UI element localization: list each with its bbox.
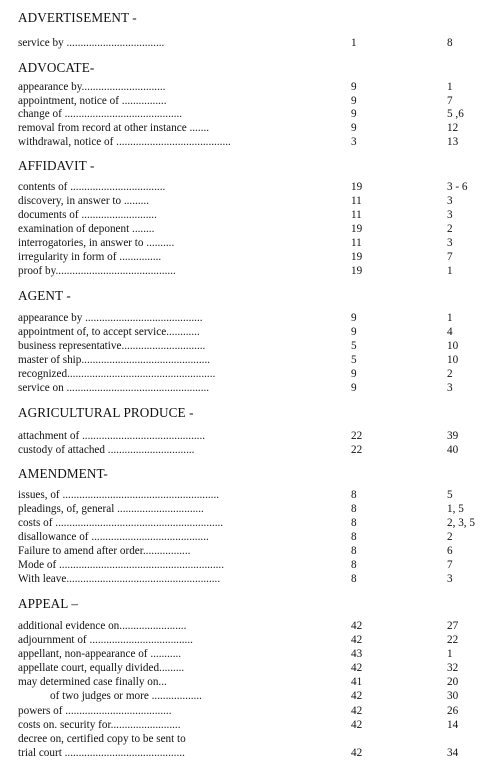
index-entry <box>0 719 489 732</box>
paragraph-number: 10 <box>447 354 459 366</box>
chapter-number: 9 <box>351 95 357 107</box>
section-heading: AGRICULTURAL PRODUCE - <box>18 405 194 420</box>
entry-label: appellate court, equally divided......... <box>18 662 185 674</box>
chapter-number: 11 <box>351 195 362 207</box>
index-entry <box>0 81 489 94</box>
paragraph-number: 2 <box>447 531 453 543</box>
entry-label: business representative.............................. <box>18 340 206 352</box>
entry-label: appointment of, to accept service............ <box>18 326 200 338</box>
paragraph-number: 7 <box>447 559 453 571</box>
entry-label: costs on. security for......................... <box>18 719 181 731</box>
chapter-number: 19 <box>351 251 363 263</box>
entry-label: examination of deponent ........ <box>18 223 155 235</box>
chapter-number: 42 <box>351 620 363 632</box>
index-entry <box>0 136 489 149</box>
paragraph-number: 20 <box>447 676 459 688</box>
entry-label: service on ................................................... <box>18 382 210 394</box>
chapter-number: 9 <box>351 382 357 394</box>
chapter-number: 42 <box>351 634 363 646</box>
paragraph-number: 2 <box>447 223 453 235</box>
index-entry <box>0 312 489 325</box>
entry-label: disallowance of .......................................... <box>18 531 209 543</box>
chapter-number: 9 <box>351 122 357 134</box>
paragraph-number: 26 <box>447 705 459 717</box>
paragraph-number: 5 <box>447 489 453 501</box>
index-entry <box>0 108 489 121</box>
entry-label: withdrawal, notice of ......................................... <box>18 136 231 148</box>
chapter-number: 5 <box>351 354 357 366</box>
entry-label: Failure to amend after order................. <box>18 545 191 557</box>
entry-label: additional evidence on........................ <box>18 620 187 632</box>
chapter-number: 3 <box>351 136 357 148</box>
paragraph-number: 6 <box>447 545 453 557</box>
chapter-number: 42 <box>351 662 363 674</box>
entry-label: attachment of ............................................ <box>18 430 206 442</box>
chapter-number: 5 <box>351 340 357 352</box>
section-heading: AGENT - <box>18 288 71 303</box>
entry-label: service by ................................... <box>18 37 165 49</box>
index-entry <box>0 705 489 718</box>
index-entry <box>0 326 489 339</box>
paragraph-number: 8 <box>447 37 453 49</box>
entry-label: Mode of ........................................................... <box>18 559 225 571</box>
paragraph-number: 3 <box>447 573 453 585</box>
paragraph-number: 3 <box>447 237 453 249</box>
paragraph-number: 5 ,6 <box>447 108 464 120</box>
entry-label: adjournment of ..................................... <box>18 634 193 646</box>
chapter-number: 11 <box>351 209 362 221</box>
entry-label: With leave....................................................... <box>18 573 221 585</box>
chapter-number: 42 <box>351 705 363 717</box>
index-entry <box>0 265 489 278</box>
paragraph-number: 1, 5 <box>447 503 464 515</box>
index-entry <box>0 634 489 647</box>
entry-label: costs of ............................................................ <box>18 517 224 529</box>
paragraph-number: 22 <box>447 634 459 646</box>
index-entry <box>0 251 489 264</box>
paragraph-number: 1 <box>447 265 453 277</box>
paragraph-number: 2, 3, 5 <box>447 517 475 529</box>
index-entry <box>0 95 489 108</box>
entry-label: may determined case finally on... <box>18 676 167 688</box>
section-heading: ADVERTISEMENT - <box>18 10 137 25</box>
chapter-number: 19 <box>351 265 363 277</box>
paragraph-number: 1 <box>447 312 453 324</box>
chapter-number: 8 <box>351 559 357 571</box>
paragraph-number: 1 <box>447 81 453 93</box>
paragraph-number: 32 <box>447 662 459 674</box>
entry-label: trial court ........................................... <box>18 747 185 759</box>
index-entry <box>0 620 489 633</box>
chapter-number: 42 <box>351 719 363 731</box>
paragraph-number: 3 <box>447 382 453 394</box>
chapter-number: 22 <box>351 444 363 456</box>
index-entry <box>0 676 489 689</box>
index-entry <box>0 559 489 572</box>
chapter-number: 8 <box>351 489 357 501</box>
paragraph-number: 2 <box>447 368 453 380</box>
chapter-number: 8 <box>351 517 357 529</box>
index-entry <box>0 517 489 530</box>
entry-label: appointment, notice of ................ <box>18 95 167 107</box>
section-heading: AMENDMENT- <box>18 466 108 481</box>
section-heading: AFFIDAVIT - <box>18 158 95 173</box>
chapter-number: 22 <box>351 430 363 442</box>
paragraph-number: 14 <box>447 719 459 731</box>
chapter-number: 8 <box>351 545 357 557</box>
entry-label: appearance by.............................. <box>18 81 166 93</box>
chapter-number: 19 <box>351 223 363 235</box>
index-entry <box>0 37 489 50</box>
paragraph-number: 12 <box>447 122 459 134</box>
paragraph-number: 40 <box>447 444 459 456</box>
chapter-number: 43 <box>351 648 363 660</box>
entry-label: contents of .................................. <box>18 181 166 193</box>
index-entry <box>0 573 489 586</box>
index-entry <box>0 368 489 381</box>
paragraph-number: 4 <box>447 326 453 338</box>
entry-label: appearance by .......................................... <box>18 312 203 324</box>
index-entry <box>0 444 489 457</box>
entry-label: irregularity in form of ............... <box>18 251 162 263</box>
section-heading: ADVOCATE- <box>18 60 95 75</box>
paragraph-number: 13 <box>447 136 459 148</box>
paragraph-number: 3 - 6 <box>447 181 468 193</box>
entry-label: of two judges or more .................. <box>50 690 202 702</box>
chapter-number: 42 <box>351 690 363 702</box>
paragraph-number: 1 <box>447 648 453 660</box>
chapter-number: 9 <box>351 312 357 324</box>
index-entry <box>0 430 489 443</box>
entry-label: interrogatories, in answer to .......... <box>18 237 175 249</box>
index-entry <box>0 223 489 236</box>
paragraph-number: 10 <box>447 340 459 352</box>
entry-label: decree on, certified copy to be sent to <box>18 733 186 745</box>
entry-label: pleadings, of, general ............................... <box>18 503 204 515</box>
chapter-number: 8 <box>351 531 357 543</box>
entry-label: discovery, in answer to ......... <box>18 195 150 207</box>
paragraph-number: 3 <box>447 209 453 221</box>
section-heading: APPEAL – <box>18 596 79 611</box>
entry-label: change of .......................................... <box>18 108 183 120</box>
index-entry <box>0 489 489 502</box>
entry-label: powers of ...................................... <box>18 705 172 717</box>
entry-label: appellant, non-appearance of ........... <box>18 648 182 660</box>
index-entry <box>0 122 489 135</box>
chapter-number: 41 <box>351 676 363 688</box>
entry-label: issues, of ........................................................ <box>18 489 220 501</box>
paragraph-number: 7 <box>447 95 453 107</box>
index-entry <box>0 747 489 760</box>
index-entry <box>0 690 489 703</box>
chapter-number: 1 <box>351 37 357 49</box>
chapter-number: 9 <box>351 326 357 338</box>
chapter-number: 9 <box>351 81 357 93</box>
index-entry <box>0 340 489 353</box>
paragraph-number: 30 <box>447 690 459 702</box>
entry-label: documents of ........................... <box>18 209 157 221</box>
entry-label: proof by........................................... <box>18 265 176 277</box>
entry-label: master of ship.............................................. <box>18 354 211 366</box>
chapter-number: 8 <box>351 573 357 585</box>
entry-label: custody of attached ............................... <box>18 444 195 456</box>
chapter-number: 42 <box>351 747 363 759</box>
entry-label: recognized..................................................... <box>18 368 216 380</box>
chapter-number: 9 <box>351 368 357 380</box>
chapter-number: 9 <box>351 108 357 120</box>
index-entry <box>0 382 489 395</box>
paragraph-number: 39 <box>447 430 459 442</box>
paragraph-number: 34 <box>447 747 459 759</box>
index-entry <box>0 531 489 544</box>
chapter-number: 8 <box>351 503 357 515</box>
index-entry <box>0 181 489 194</box>
index-entry <box>0 545 489 558</box>
entry-label: removal from record at other instance ....... <box>18 122 210 134</box>
paragraph-number: 7 <box>447 251 453 263</box>
paragraph-number: 3 <box>447 195 453 207</box>
chapter-number: 11 <box>351 237 362 249</box>
index-entry <box>0 662 489 675</box>
index-entry <box>0 648 489 661</box>
index-entry <box>0 195 489 208</box>
index-entry <box>0 503 489 516</box>
index-entry <box>0 237 489 250</box>
paragraph-number: 27 <box>447 620 459 632</box>
index-entry <box>0 354 489 367</box>
index-entry <box>0 733 489 746</box>
index-entry <box>0 209 489 222</box>
chapter-number: 19 <box>351 181 363 193</box>
